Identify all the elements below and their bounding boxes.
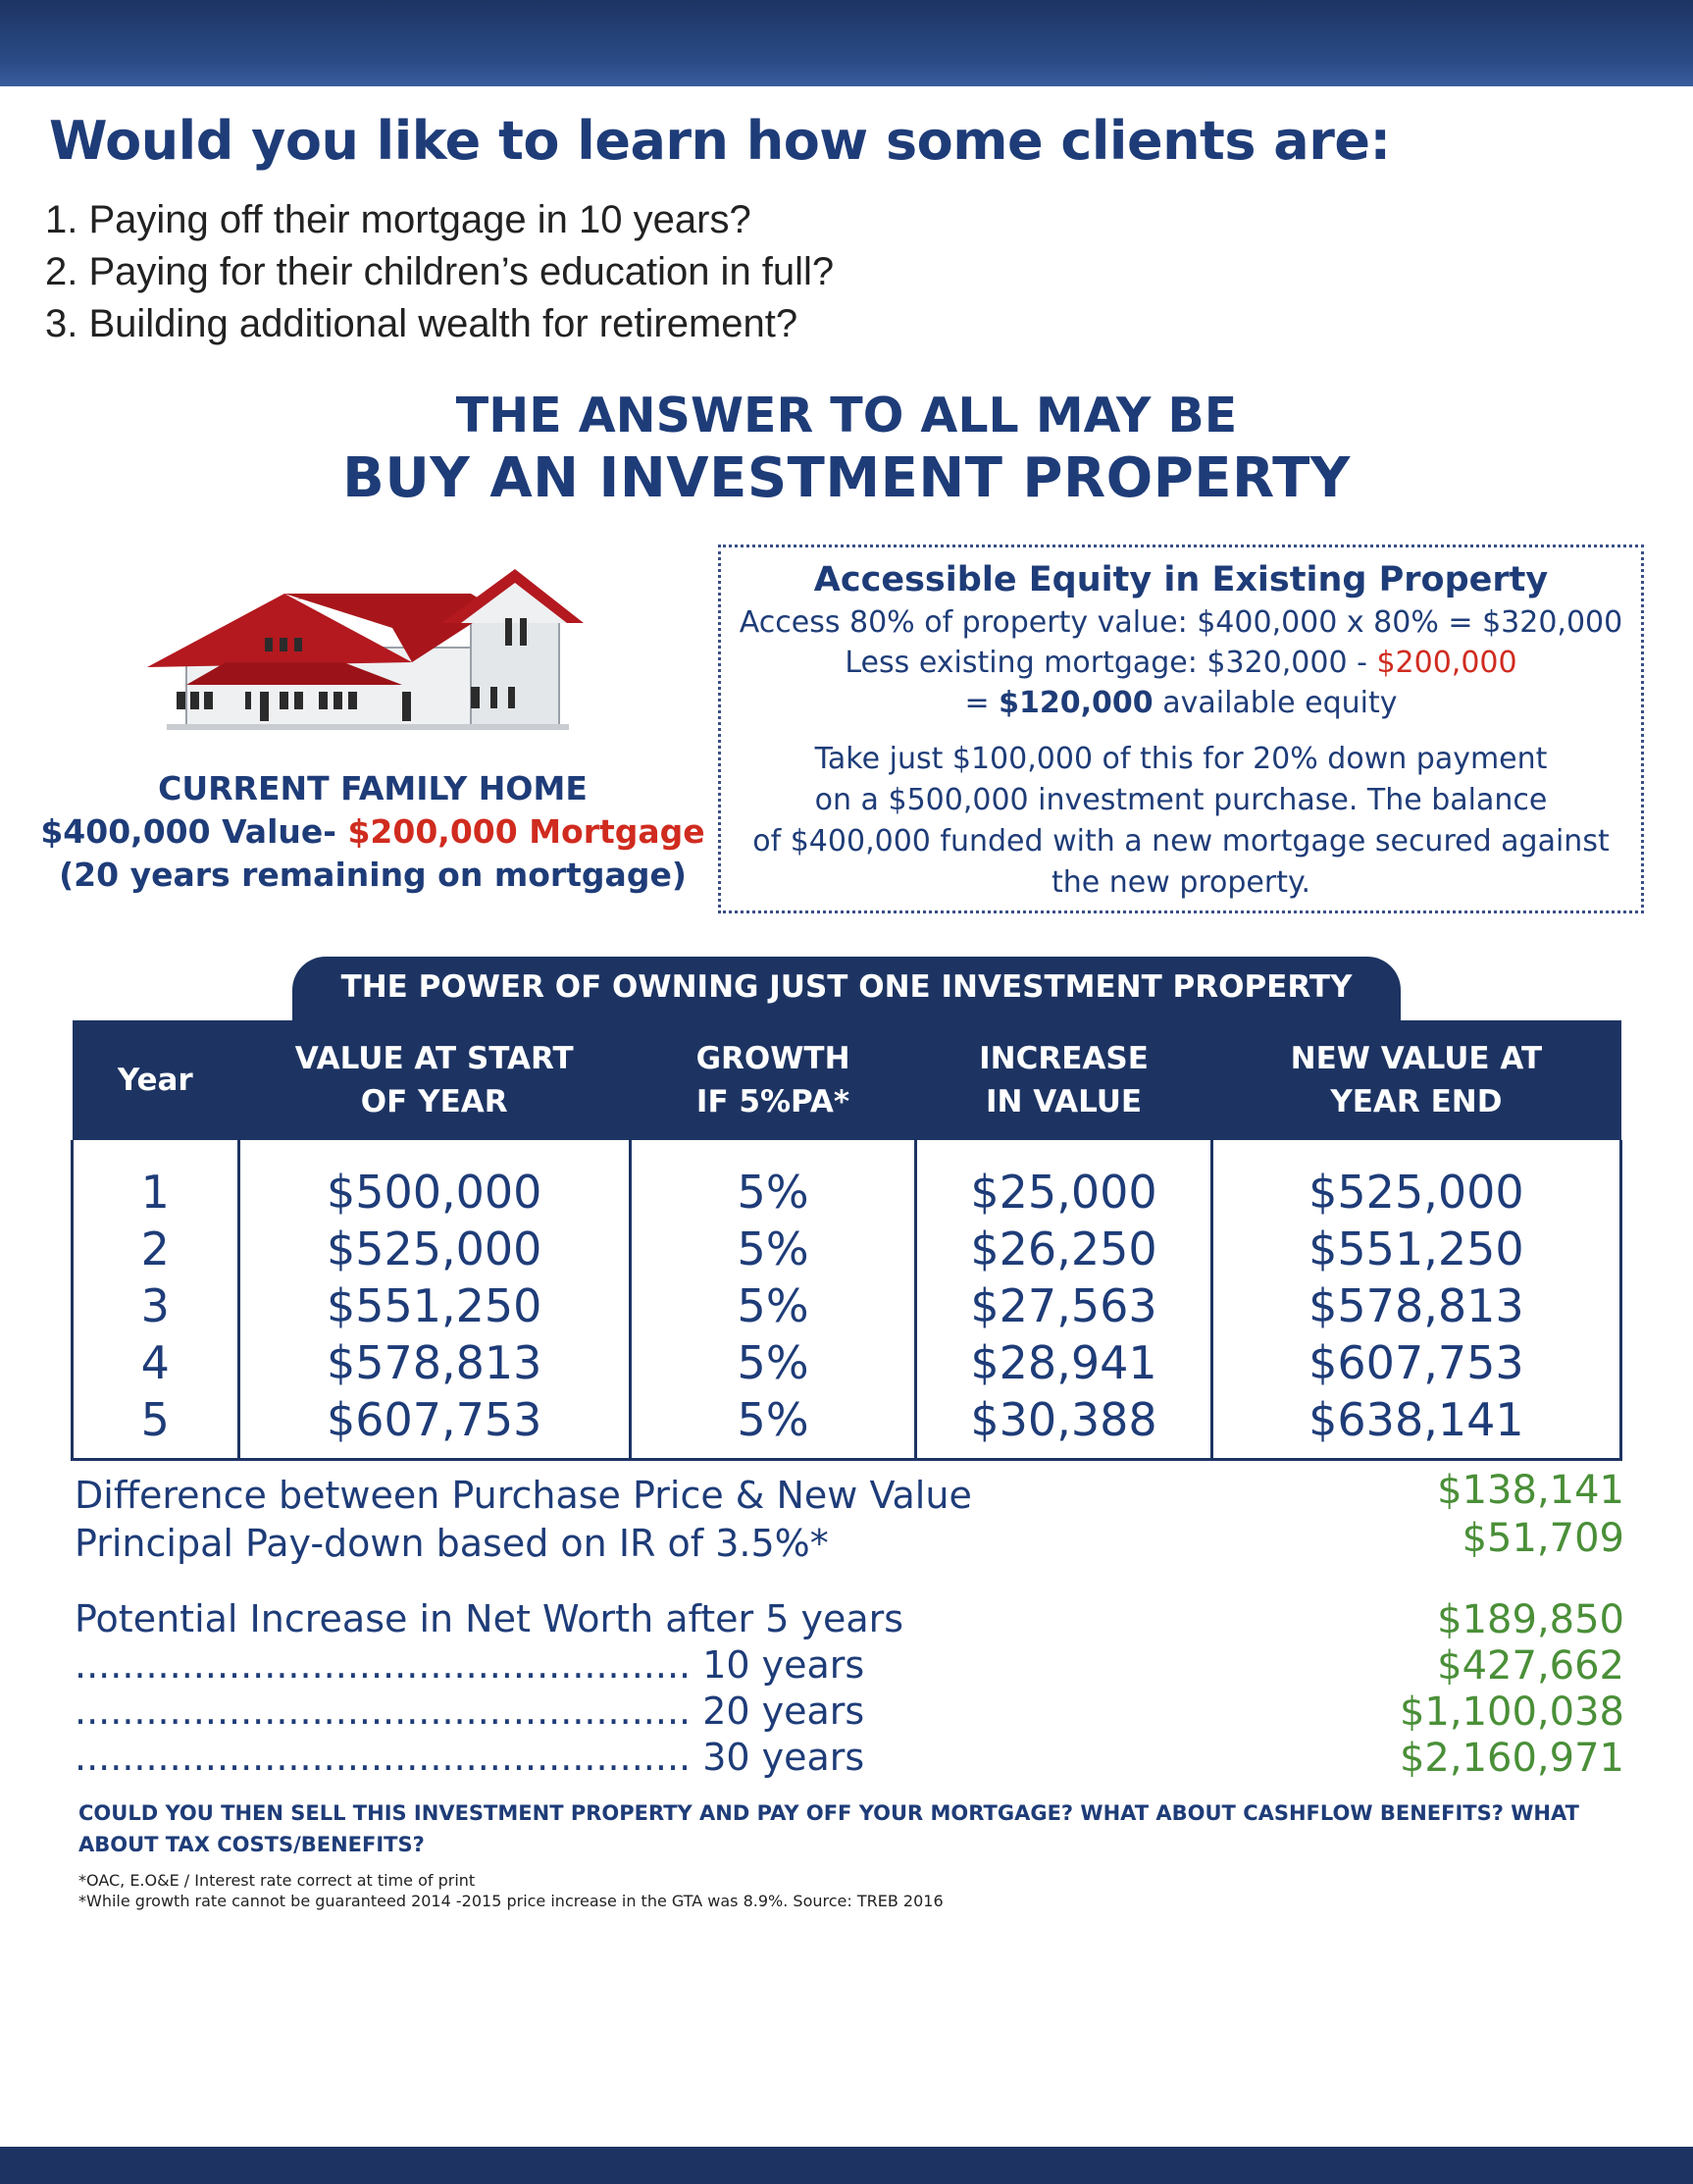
table-row xyxy=(73,1277,1621,1334)
cell-increase: $27,563 xyxy=(916,1277,1212,1334)
equity-para-line: of $400,000 funded with a new mortgage secured against xyxy=(752,824,1610,858)
cell-increase: $25,000 xyxy=(916,1140,1212,1221)
header-increase: INCREASE IN VALUE xyxy=(916,1020,1212,1140)
current-home-caption xyxy=(29,767,716,897)
equity-available-text: available equity xyxy=(1153,686,1398,720)
table-row xyxy=(73,1334,1621,1391)
equity-mortgage-value: $200,000 xyxy=(1376,646,1517,680)
equity-para-line: on a $500,000 investment purchase. The balance xyxy=(814,783,1548,817)
cell-value-start: $500,000 xyxy=(238,1140,630,1221)
question-item: 1. Paying off their mortgage in 10 years? xyxy=(45,198,751,241)
header-new-value: NEW VALUE AT YEAR END xyxy=(1211,1020,1620,1140)
table-title-tab: THE POWER OF OWNING JUST ONE INVESTMENT PROPERTY xyxy=(292,957,1401,1023)
equity-less-text: Less existing mortgage: $320,000 - xyxy=(845,646,1377,680)
difference-value: $138,141 xyxy=(1437,1468,1624,1513)
answer-intro: THE ANSWER TO ALL MAY BE xyxy=(455,388,1238,443)
networth-value: $427,662 xyxy=(1437,1643,1624,1689)
cell-growth: 5% xyxy=(630,1391,915,1460)
question-list xyxy=(45,194,834,350)
header-year: Year xyxy=(73,1020,239,1140)
cell-value-start: $578,813 xyxy=(238,1334,630,1391)
header-value-start: VALUE AT START OF YEAR xyxy=(238,1020,630,1140)
networth-label: .................................................... 30 years xyxy=(75,1736,865,1779)
cell-value-start: $607,753 xyxy=(238,1391,630,1460)
cell-increase: $26,250 xyxy=(916,1221,1212,1277)
paydown-label: Principal Pay-down based on IR of 3.5%* xyxy=(75,1522,829,1565)
top-banner xyxy=(0,0,1693,86)
cell-year: 1 xyxy=(73,1140,239,1221)
investment-table xyxy=(71,1020,1622,1461)
cell-year: 2 xyxy=(73,1221,239,1277)
equity-line-available xyxy=(721,683,1641,723)
home-value-line xyxy=(29,810,716,854)
table-row xyxy=(73,1140,1621,1221)
difference-label: Difference between Purchase Price & New Value xyxy=(75,1474,972,1517)
table-row xyxy=(73,1221,1621,1277)
equity-para-line: Take just $100,000 of this for 20% down payment xyxy=(814,742,1548,776)
answer-headline: BUY AN INVESTMENT PROPERTY xyxy=(342,446,1351,510)
question-item: 2. Paying for their children’s education in full? xyxy=(45,250,835,293)
table-header-row xyxy=(73,1020,1621,1140)
equity-para-line: the new property. xyxy=(1052,865,1310,900)
equity-equals: = xyxy=(964,686,1000,720)
cell-year: 3 xyxy=(73,1277,239,1334)
cell-increase: $28,941 xyxy=(916,1334,1212,1391)
cell-growth: 5% xyxy=(630,1277,915,1334)
home-value: $400,000 Value- xyxy=(40,812,348,851)
equity-available-amount: $120,000 xyxy=(999,686,1154,720)
cell-growth: 5% xyxy=(630,1334,915,1391)
home-mortgage: $200,000 Mortgage xyxy=(347,812,705,851)
bottom-banner xyxy=(0,2147,1693,2184)
cell-new-value: $607,753 xyxy=(1211,1334,1620,1391)
cell-new-value: $578,813 xyxy=(1211,1277,1620,1334)
networth-label: .................................................... 10 years xyxy=(75,1643,865,1687)
equity-paragraph xyxy=(721,739,1641,904)
networth-value: $1,100,038 xyxy=(1399,1690,1624,1735)
networth-label: Potential Increase in Net Worth after 5 years xyxy=(75,1597,904,1640)
networth-label: .................................................... 20 years xyxy=(75,1690,865,1733)
header-growth: GROWTH IF 5%PA* xyxy=(630,1020,915,1140)
home-remaining: (20 years remaining on mortgage) xyxy=(59,856,687,894)
cell-value-start: $525,000 xyxy=(238,1221,630,1277)
cell-year: 4 xyxy=(73,1334,239,1391)
cell-year: 5 xyxy=(73,1391,239,1460)
house-illustration xyxy=(147,569,598,736)
cell-new-value: $551,250 xyxy=(1211,1221,1620,1277)
table-row xyxy=(73,1391,1621,1460)
footnote: *OAC, E.O&E / Interest rate correct at time of print xyxy=(78,1871,476,1890)
footnote: *While growth rate cannot be guaranteed 2014 -2015 price increase in the GTA was 8.9%. Source: TREB 2016 xyxy=(78,1892,944,1910)
networth-value: $2,160,971 xyxy=(1399,1736,1624,1781)
cell-growth: 5% xyxy=(630,1221,915,1277)
equity-line-less xyxy=(721,643,1641,683)
headline: Would you like to learn how some clients are: xyxy=(49,110,1391,172)
home-title: CURRENT FAMILY HOME xyxy=(158,769,588,807)
question-item: 3. Building additional wealth for retirement? xyxy=(45,302,798,345)
cell-new-value: $638,141 xyxy=(1211,1391,1620,1460)
cell-growth: 5% xyxy=(630,1140,915,1221)
cell-increase: $30,388 xyxy=(916,1391,1212,1460)
paydown-value: $51,709 xyxy=(1462,1516,1624,1561)
networth-value: $189,850 xyxy=(1437,1597,1624,1642)
cell-new-value: $525,000 xyxy=(1211,1140,1620,1221)
equity-line-access: Access 80% of property value: $400,000 x 80% = $320,000 xyxy=(739,605,1623,640)
footnotes xyxy=(78,1870,1648,1911)
cell-value-start: $551,250 xyxy=(238,1277,630,1334)
equity-title: Accessible Equity in Existing Property xyxy=(813,560,1549,599)
closing-question: COULD YOU THEN SELL THIS INVESTMENT PROPERTY AND PAY OFF YOUR MORTGAGE? WHAT ABOUT CASHFLOW BENEFITS? WHAT ABOUT TAX COSTS/BENEFITS? xyxy=(78,1801,1579,1856)
equity-box xyxy=(718,545,1644,913)
